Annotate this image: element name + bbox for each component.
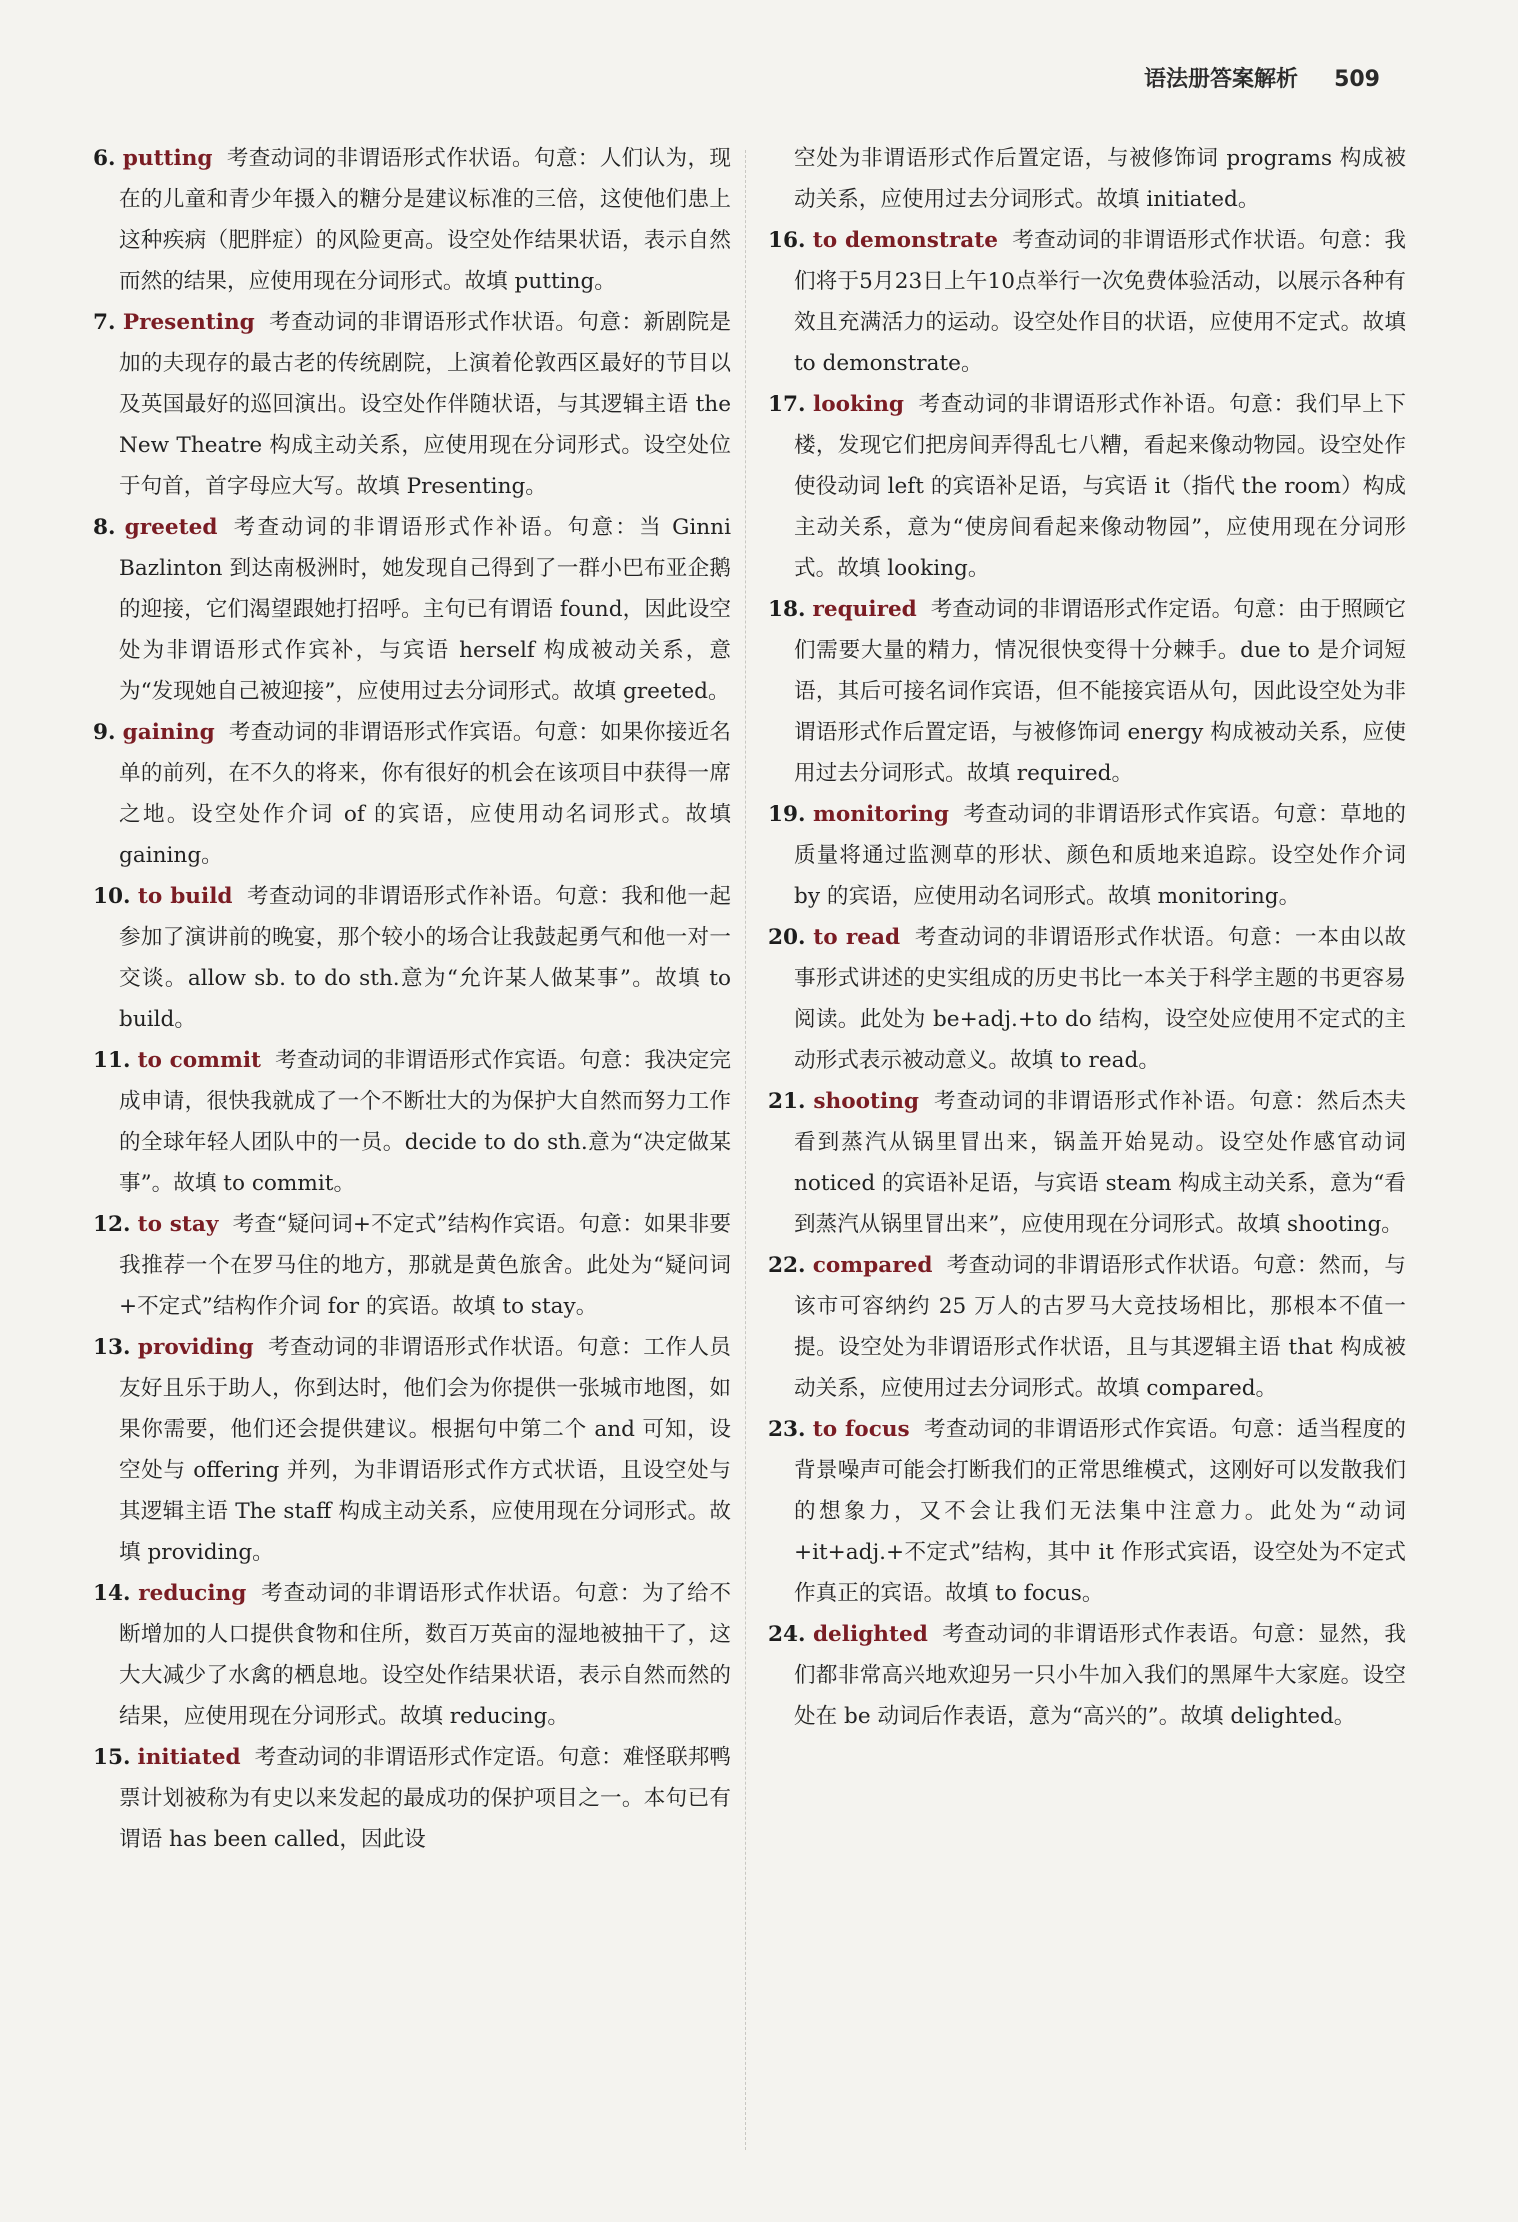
entry-number: 13. [93, 1335, 131, 1360]
entry-number: 10. [93, 884, 131, 909]
answer-entry [768, 1081, 1406, 1245]
entry-answer: to commit [137, 1048, 262, 1073]
right-column [768, 138, 1406, 1737]
answer-entry [93, 507, 731, 712]
entry-explanation: 考查动词的非谓语形式作状语。句意：新剧院是加的夫现存的最古老的传统剧院，上演着伦敦西区最好的节目以及英国最好的巡回演出。设空处作伴随状语，与其逻辑主语 the New Theatre 构成主动关系，应使用现在分词形式。设空处位于句首，首字母应大写。故填 Presenting。 [119, 310, 731, 499]
entry-explanation: 考查动词的非谓语形式作补语。句意：然后杰夫看到蒸汽从锅里冒出来，锅盖开始晃动。设空处作感官动词 noticed 的宾语补足语，与宾语 steam 构成主动关系，意为“看到蒸汽从锅里冒出来”，应使用现在分词形式。故填 shooting。 [794, 1089, 1406, 1237]
entry-number: 8. [93, 515, 116, 540]
entry-number: 19. [768, 802, 806, 827]
answer-entry [93, 712, 731, 876]
answer-entry [93, 1040, 731, 1204]
entry-answer: shooting [813, 1089, 920, 1114]
entry-number: 18. [768, 597, 806, 622]
entry-explanation: 考查动词的非谓语形式作宾语。句意：草地的质量将通过监测草的形状、颜色和质地来追踪。设空处作介词 by 的宾语，应使用动名词形式。故填 monitoring。 [794, 802, 1406, 909]
entry-number: 14. [93, 1581, 131, 1606]
entry-number: 15. [93, 1745, 131, 1770]
answer-entry [768, 589, 1406, 794]
answer-entry [93, 1204, 731, 1327]
entry-explanation: 考查动词的非谓语形式作宾语。句意：如果你接近名单的前列，在不久的将来，你有很好的机会在该项目中获得一席之地。设空处作介词 of 的宾语，应使用动名词形式。故填 gaining。 [119, 720, 731, 868]
column-divider [745, 150, 746, 2150]
answer-entry [768, 138, 1406, 220]
entry-explanation: 考查动词的非谓语形式作宾语。句意：我决定完成申请，很快我就成了一个不断壮大的为保护大自然而努力工作的全球年轻人团队中的一员。decide to do sth.意为“决定做某事”。故填 to commit。 [119, 1048, 731, 1196]
left-column [93, 138, 731, 1860]
entry-answer: delighted [812, 1622, 928, 1647]
entry-answer: Presenting [122, 310, 255, 335]
entry-explanation: 考查动词的非谓语形式作状语。句意：我们将于5月23日上午10点举行一次免费体验活动，以展示各种有效且充满活力的运动。设空处作目的状语，应使用不定式。故填 to demonstrate。 [794, 228, 1406, 376]
entry-number: 16. [768, 228, 806, 253]
answer-entry [93, 876, 731, 1040]
entry-answer: to focus [812, 1417, 910, 1442]
entry-number: 24. [768, 1622, 806, 1647]
entry-number: 21. [768, 1089, 806, 1114]
entry-explanation: 考查动词的非谓语形式作定语。句意：难怪联邦鸭票计划被称为有史以来发起的最成功的保护项目之一。本句已有谓语 has been called，因此设 [119, 1745, 731, 1852]
answer-entry [93, 1573, 731, 1737]
answer-entry [768, 1614, 1406, 1737]
answer-entry [768, 917, 1406, 1081]
answer-entry [93, 1737, 731, 1860]
entry-answer: looking [813, 392, 905, 417]
answer-entry [93, 1327, 731, 1573]
entry-number: 20. [768, 925, 806, 950]
answer-entry [93, 302, 731, 507]
entry-answer: to build [137, 884, 233, 909]
entry-number: 9. [93, 720, 116, 745]
section-title: 语法册答案解析 [1144, 67, 1299, 92]
entry-answer: monitoring [813, 802, 949, 827]
answer-entry [768, 1245, 1406, 1409]
answer-entry [768, 1409, 1406, 1614]
entry-answer: to read [813, 925, 901, 950]
entry-answer: gaining [122, 720, 215, 745]
entry-explanation: 考查动词的非谓语形式作宾语。句意：适当程度的背景噪声可能会打断我们的正常思维模式，这刚好可以发散我们的想象力，又不会让我们无法集中注意力。此处为“动词+it+adj.+不定式”结构，其中 it 作形式宾语，设空处为不定式作真正的宾语。故填 to focus。 [794, 1417, 1406, 1606]
entry-answer: providing [137, 1335, 254, 1360]
entry-explanation: 空处为非谓语形式作后置定语，与被修饰词 programs 构成被动关系，应使用过去分词形式。故填 initiated。 [794, 146, 1406, 212]
entry-number: 6. [93, 146, 116, 171]
entry-explanation: 考查动词的非谓语形式作状语。句意：人们认为，现在的儿童和青少年摄入的糖分是建议标准的三倍，这使他们患上这种疾病（肥胖症）的风险更高。设空处作结果状语，表示自然而然的结果，应使用现在分词形式。故填 putting。 [119, 146, 731, 294]
page-number: 509 [1334, 67, 1380, 92]
answer-entry [768, 384, 1406, 589]
entry-explanation: 考查动词的非谓语形式作状语。句意：一本由以故事形式讲述的史实组成的历史书比一本关于科学主题的书更容易阅读。此处为 be+adj.+to do 结构，设空处应使用不定式的主动形式表示被动意义。故填 to read。 [794, 925, 1406, 1073]
entry-answer: to stay [137, 1212, 219, 1237]
entry-explanation: 考查动词的非谓语形式作状语。句意：工作人员友好且乐于助人，你到达时，他们会为你提供一张城市地图，如果你需要，他们还会提供建议。根据句中第二个 and 可知，设空处与 offering 并列，为非谓语形式作方式状语，且设空处与其逻辑主语 The staff 构成主动关系，应使用现在分词形式。故填 providing。 [119, 1335, 731, 1565]
answer-entry [768, 794, 1406, 917]
page-header [1144, 62, 1380, 93]
entry-answer: greeted [124, 515, 218, 540]
answer-entry [768, 220, 1406, 384]
entry-answer: compared [812, 1253, 933, 1278]
entry-explanation: 考查动词的非谓语形式作表语。句意：显然，我们都非常高兴地欢迎另一只小牛加入我们的黑犀牛大家庭。设空处在 be 动词后作表语，意为“高兴的”。故填 delighted。 [794, 1622, 1406, 1729]
entry-number: 17. [768, 392, 806, 417]
answer-entry [93, 138, 731, 302]
entry-explanation: 考查“疑问词+不定式”结构作宾语。句意：如果非要我推荐一个在罗马住的地方，那就是黄色旅舍。此处为“疑问词+不定式”结构作介词 for 的宾语。故填 to stay。 [119, 1212, 731, 1319]
entry-number: 22. [768, 1253, 806, 1278]
entry-explanation: 考查动词的非谓语形式作定语。句意：由于照顾它们需要大量的精力，情况很快变得十分棘手。due to 是介词短语，其后可接名词作宾语，但不能接宾语从句，因此设空处为非谓语形式作后置定语，与被修饰词 energy 构成被动关系，应使用过去分词形式。故填 required。 [794, 597, 1406, 786]
entry-explanation: 考查动词的非谓语形式作状语。句意：然而，与该市可容纳约 25 万人的古罗马大竞技场相比，那根本不值一提。设空处为非谓语形式作状语，且与其逻辑主语 that 构成被动关系，应使用过去分词形式。故填 compared。 [794, 1253, 1406, 1401]
entry-explanation: 考查动词的非谓语形式作补语。句意：我们早上下楼，发现它们把房间弄得乱七八糟，看起来像动物园。设空处作使役动词 left 的宾语补足语，与宾语 it（指代 the room）构成主动关系，意为“使房间看起来像动物园”，应使用现在分词形式。故填 looking。 [794, 392, 1406, 581]
entry-explanation: 考查动词的非谓语形式作补语。句意：我和他一起参加了演讲前的晚宴，那个较小的场合让我鼓起勇气和他一对一交谈。allow sb. to do sth.意为“允许某人做某事”。故填 to build。 [119, 884, 731, 1032]
entry-answer: required [812, 597, 917, 622]
entry-number: 11. [93, 1048, 131, 1073]
entry-explanation: 考查动词的非谓语形式作补语。句意：当 Ginni Bazlinton 到达南极洲时，她发现自己得到了一群小巴布亚企鹅的迎接，它们渴望跟她打招呼。主句已有谓语 found，因此设空处为非谓语形式作宾补，与宾语 herself 构成被动关系，意为“发现她自己被迎接”，应使用过去分词形式。故填 greeted。 [119, 515, 731, 704]
entry-answer: to demonstrate [812, 228, 998, 253]
entry-number: 7. [93, 310, 116, 335]
entry-answer: putting [122, 146, 213, 171]
entry-number: 23. [768, 1417, 806, 1442]
entry-explanation: 考查动词的非谓语形式作状语。句意：为了给不断增加的人口提供食物和住所，数百万英亩的湿地被抽干了，这大大减少了水禽的栖息地。设空处作结果状语，表示自然而然的结果，应使用现在分词形式。故填 reducing。 [119, 1581, 731, 1729]
entry-answer: reducing [138, 1581, 247, 1606]
entry-answer: initiated [137, 1745, 241, 1770]
entry-number: 12. [93, 1212, 131, 1237]
